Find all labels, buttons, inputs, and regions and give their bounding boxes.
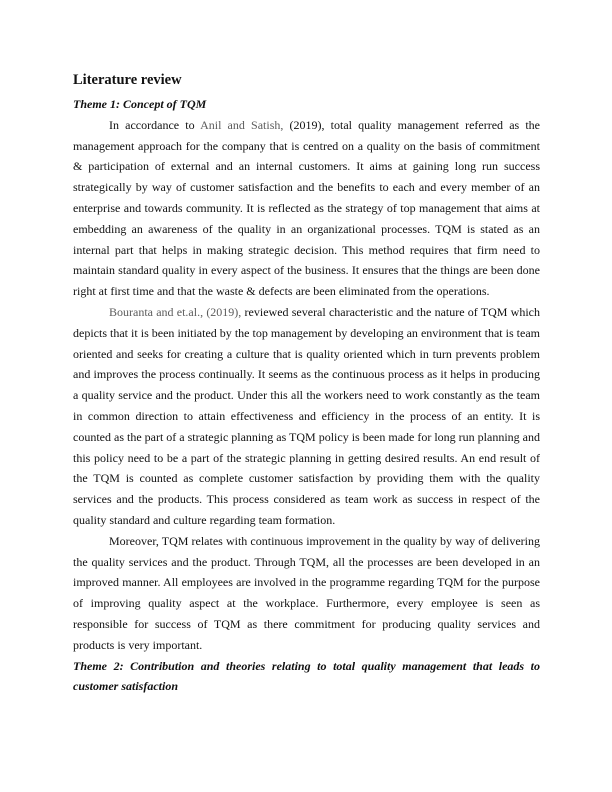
paragraph-2: [73, 302, 540, 531]
paragraph-3: [73, 531, 540, 656]
paragraph-1-text: (2019), total quality management referred as the management approach for the company that is centred on a quality on the basis of commitment & participation of external and an internal customers. It aims at gaining long run success strategically by way of customer satisfaction and the benefits to each and every member of an enterprise and towards community. It is reflected as the strategy of top management that aims at embedding an awareness of the quality in an organizational processes. TQM is stated as an internal part that helps in making strategic decision. This method requires that firm need to maintain standard quality in every aspect of the business. It ensures that the things are been done right at first time and that the waste & defects are been eliminated from the operations.: [73, 117, 541, 299]
citation-bouranta: Bouranta and et.al., (2019),: [109, 304, 242, 319]
theme-2-title: Theme 2: Contribution and theories relating to total quality management that leads to customer satisfaction: [73, 658, 540, 694]
document-page: [73, 70, 540, 697]
theme-1-title: Theme 1: Concept of TQM: [73, 97, 207, 111]
citation-anil-satish: Anil and Satish,: [200, 117, 284, 132]
paragraph-2-text: reviewed several characteristic and the nature of TQM which depicts that it is been initiated by the top management by developing an environment that is team oriented and seeks for creating a culture that is quality oriented which in turn prevents problem and improves the process continually. It seems as the continuous process as it helps in producing a quality service and the product. Under this all the workers need to work constantly as the team in common direction to attain effectiveness and efficiency in the process of an entity. It is counted as the part of a strategic planning as TQM policy is been made for long run planning and this policy need to be a part of the strategic planning in getting desired results. An end result of the TQM is counted as complete customer satisfaction by providing them with the quality services and the products. This process considered as team work as success in respect of the quality standard and culture regarding team formation.: [73, 304, 540, 527]
paragraph-1: [73, 115, 540, 302]
paragraph-3-text: Moreover, TQM relates with continuous improvement in the quality by way of delivering the quality services and the product. Through TQM, all the processes are been developed in an improved manner. All employees are involved in the programme regarding TQM for the purpose of improving quality aspect at the workplace. Furthermore, every employee is seen as responsible for success of TQM as there commitment for producing quality services and products is very important.: [73, 533, 540, 652]
paragraph-1-lead: In accordance to: [109, 117, 201, 132]
section-heading: Literature review: [73, 72, 182, 88]
